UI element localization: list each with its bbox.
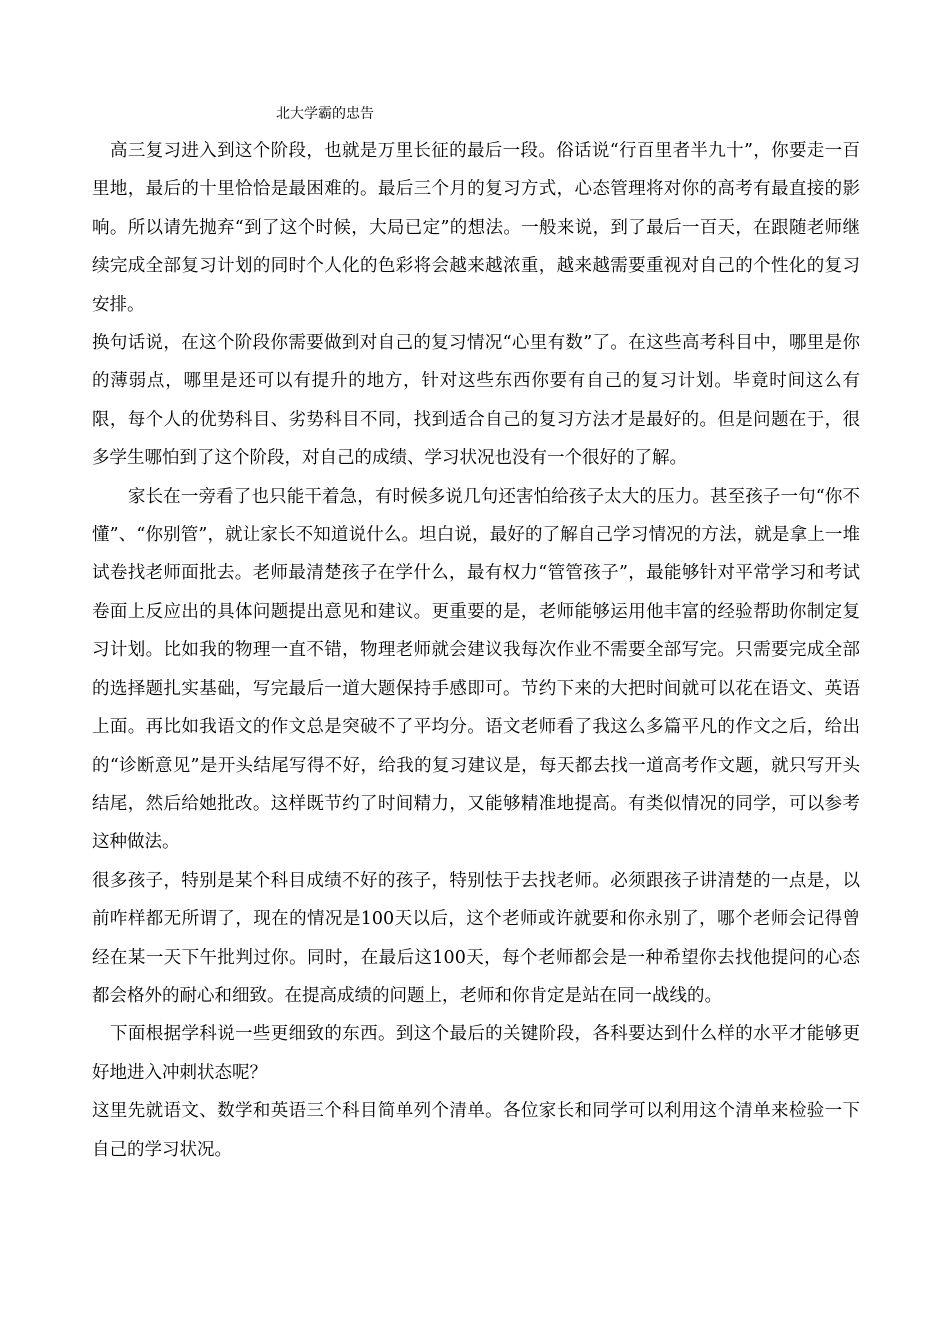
paragraph-4: 很多孩子，特别是某个科目成绩不好的孩子，特别怯于去找老师。必须跟孩子讲清楚的一点是，以前咋样都无所谓了，现在的情况是100天以后，这个老师或许就要和你永别了，哪个老师会记得曾经在某一天下午批判过你。同时，在最后这100天，每个老师都会是一种希望你去找他提问的心态都会格外的耐心和细致。在提高成绩的问题上，老师和你肯定是站在同一战线的。 <box>92 870 860 1006</box>
document-title: 北大学霸的忠告 <box>276 106 374 122</box>
document-body <box>92 132 860 1169</box>
paragraph-1: 高三复习进入到这个阶段，也就是万里长征的最后一段。俗话说“行百里者半九十”，你要走一百里地，最后的十里恰恰是最困难的。最后三个月的复习方式，心态管理将对你的高考有最直接的影响。所以请先抛弃“到了这个时候，大局已定”的想法。一般来说，到了最后一百天，在跟随老师继续完成全部复习计划的同时个人化的色彩将会越来越浓重，越来越需要重视对自己的个性化的复习安排。 <box>92 141 860 315</box>
paragraph-3: 家长在一旁看了也只能干着急，有时候多说几句还害怕给孩子太大的压力。甚至孩子一句“你不懂”、“你别管”，就让家长不知道说什么。坦白说，最好的了解自己学习情况的方法，就是拿上一堆试卷找老师面批去。老师最清楚孩子在学什么，最有权力“管管孩子”，最能够针对平常学习和考试卷面上反应出的具体问题提出意见和建议。更重要的是，老师能够运用他丰富的经验帮助你制定复习计划。比如我的物理一直不错，物理老师就会建议我每次作业不需要全部写完。只需要完成全部的选择题扎实基础，写完最后一道大题保持手感即可。节约下来的大把时间就可以花在语文、英语上面。再比如我语文的作文总是突破不了平均分。语文老师看了我这么多篇平凡的作文之后，给出的“诊断意见”是开头结尾写得不好，给我的复习建议是，每天都去找一道高考作文题，就只写开头结尾，然后给她批改。这样既节约了时间精力，又能够精准地提高。有类似情况的同学，可以参考这种做法。 <box>92 486 860 853</box>
paragraph-2: 换句话说，在这个阶段你需要做到对自己的复习情况“心里有数”了。在这些高考科目中，哪里是你的薄弱点，哪里是还可以有提升的地方，针对这些东西你要有自己的复习计划。毕竟时间这么有限，每个人的优势科目、劣势科目不同，找到适合自己的复习方法才是最好的。但是问题在于，很多学生哪怕到了这个阶段，对自己的成绩、学习状况也没有一个很好的了解。 <box>92 333 860 469</box>
paragraph-5: 下面根据学科说一些更细致的东西。到这个最后的关键阶段，各科要达到什么样的水平才能够更好地进入冲刺状态呢？ <box>92 1024 860 1083</box>
paragraph-6: 这里先就语文、数学和英语三个科目简单列个清单。各位家长和同学可以利用这个清单来检验一下自己的学习状况。 <box>92 1101 860 1160</box>
